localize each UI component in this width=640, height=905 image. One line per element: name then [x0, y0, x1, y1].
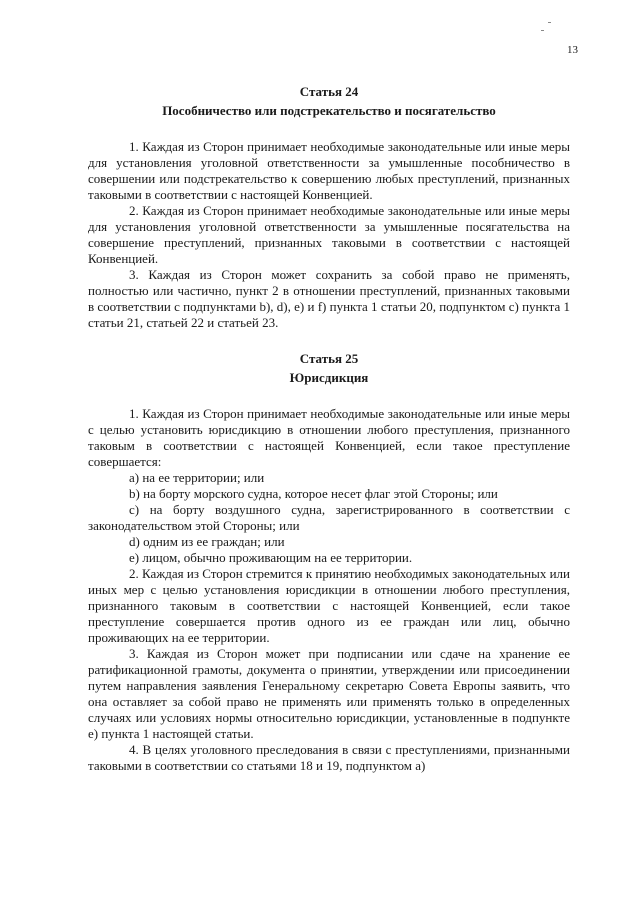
subparagraph: c) на борту воздушного судна, зарегистрированного в соответствии с законодательством этой Стороны; или — [88, 502, 570, 533]
article-25 — [88, 349, 570, 774]
paragraph: 2. Каждая из Сторон принимает необходимые законодательные или иные меры для установления уголовной ответственности за умышленные посягательства на совершение преступлений, признанных таковыми в соответствии с настоящей Конвенцией. — [88, 203, 570, 266]
subparagraph: e) лицом, обычно проживающим на ее территории. — [129, 550, 413, 565]
paragraph: 3. Каждая из Сторон может при подписании или сдаче на хранение ее ратификационной грамоты, документа о принятии, утверждении или присоединении путем направления заявления Генеральному секретарю Совета Европы заявить, что она оставляет за собой право не применять или применять только в определенных случаях или условиях нормы относительно юрисдикции, установленные в подпункте e) пункта 1 настоящей статьи. — [88, 646, 570, 741]
paragraph: 2. Каждая из Сторон стремится к принятию необходимых законодательных или иных мер с целью установления юрисдикции в отношении любого преступления, признанного таковым в соответствии с настоящей Конвенцией, если такое преступление совершается против одного из ее граждан или лиц, обычно проживающих на ее территории. — [88, 566, 571, 645]
paragraph: 1. Каждая из Сторон принимает необходимые законодательные или иные меры для установления уголовной ответственности за умышленные пособничество в совершении или подстрекательство к совершению любых преступлений, признанных таковыми в соответствии с настоящей Конвенцией. — [88, 139, 570, 202]
paragraph: 3. Каждая из Сторон может сохранить за собой право не применять, полностью или частично, пункт 2 в отношении преступлений, признанных таковыми в соответствии с подпунктами b), d), e) и f) пункта 1 статьи 20, подпунктом с) пункта 1 статьи 21, статьей 22 и статьей 23. — [88, 267, 570, 330]
article-number: Статья 25 — [299, 351, 359, 366]
article-number: Статья 24 — [299, 84, 359, 99]
article-title: Пособничество или подстрекательство и посягательство — [162, 103, 496, 118]
paragraph: 1. Каждая из Сторон принимает необходимые законодательные или иные меры с целью установить юрисдикцию в отношении любого преступления, признанного таковым в соответствии с настоящей Конвенцией, если такое преступление совершается: — [88, 406, 570, 469]
subparagraph: b) на борту морского судна, которое несет флаг этой Стороны; или — [129, 486, 498, 501]
document-body — [88, 82, 570, 792]
scan-mark — [541, 30, 544, 31]
article-title: Юрисдикция — [289, 370, 369, 385]
subparagraph: d) одним из ее граждан; или — [129, 534, 285, 549]
subparagraph: a) на ее территории; или — [129, 470, 265, 485]
scan-mark — [548, 22, 551, 23]
article-24 — [88, 82, 570, 331]
page-number: 13 — [567, 44, 578, 56]
paragraph: 4. В целях уголовного преследования в связи с преступлениями, признанными таковыми в соответствии со статьями 18 и 19, подпунктом а) — [88, 742, 570, 773]
